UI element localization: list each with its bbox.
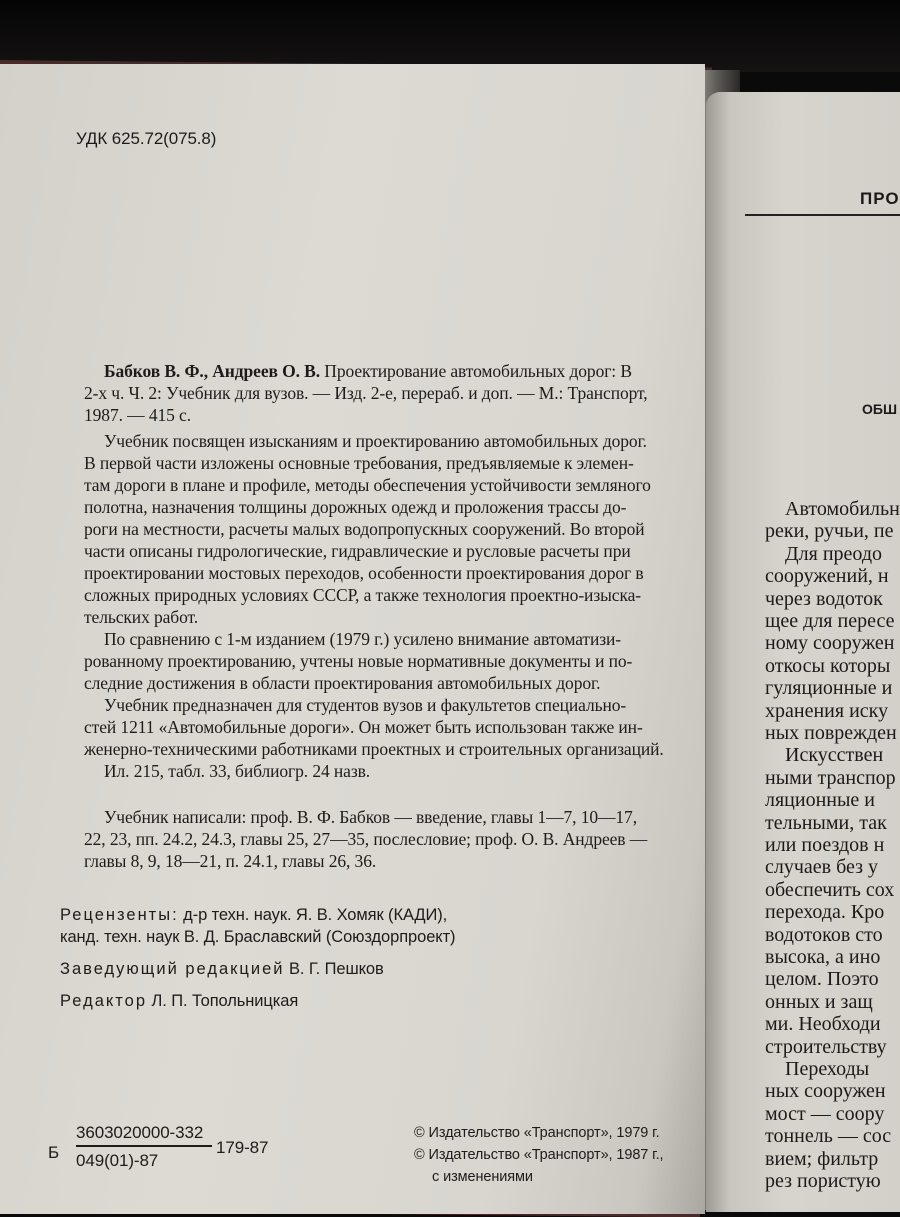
biblio-authors: Бабков В. Ф., Андреев О. В. xyxy=(104,361,321,381)
reviewers-line-2: канд. техн. наук В. Д. Браславский (Союздорпроект) xyxy=(60,928,456,946)
index-letter: Б xyxy=(48,1143,60,1162)
editor-label: Редактор xyxy=(60,992,148,1010)
index-fraction-line xyxy=(76,1145,212,1147)
right-page-subheader: ОБШ xyxy=(862,401,898,417)
biblio-line-2: 2-х ч. Ч. 2: Учебник для вузов. — Изд. 2-е, перераб. и доп. — М.: Транспорт, xyxy=(84,383,648,403)
right-page-line: через водоток xyxy=(765,588,883,610)
right-page-line: целом. Поэто xyxy=(765,968,879,990)
annotation-line: Ил. 215, табл. 33, библиогр. 24 назв. xyxy=(104,761,371,781)
authors-line: главы 8, 9, 18—21, п. 24.1, главы 26, 36. xyxy=(84,851,377,871)
annotation-line: следние достижения в области проектирования автомобильных дорог. xyxy=(84,673,601,693)
right-page-line: Автомобильн xyxy=(785,498,900,520)
reviewers-line-1 xyxy=(60,904,447,926)
annotation-line: стей 1211 «Автомобильные дороги». Он может быть использован также ин- xyxy=(84,717,643,737)
right-page-line: мост — соору xyxy=(765,1103,885,1125)
annotation-line: полотна, назначения толщины дорожных одежд и проложения трассы до- xyxy=(84,497,627,517)
right-page-line: или поездов н xyxy=(765,834,885,856)
reviewers-label: Рецензенты: xyxy=(60,906,179,924)
right-page-line: щее для пересе xyxy=(765,610,895,632)
right-page-line: реки, ручьи, пе xyxy=(765,520,894,542)
annotation-line: проектировании мостовых переходов, особенности проектирования дорог в xyxy=(84,563,644,583)
editor-head-line xyxy=(60,958,384,980)
right-page-line: ными транспор xyxy=(765,767,896,789)
annotation-line: Учебник предназначен для студентов вузов и факультетов специально- xyxy=(104,695,627,715)
annotation-line: женерно-техническими работниками проектных и строительных организаций. xyxy=(84,739,664,759)
right-page-line: Искусствен xyxy=(785,744,884,766)
right-page-line: Для преодо xyxy=(785,543,883,565)
authors-line: Учебник написали: проф. В. Ф. Бабков — введение, главы 1—7, 10—17, xyxy=(104,807,637,827)
annotation-line: В первой части изложены основные требования, предъявляемые к элемен- xyxy=(84,453,634,473)
annotation-line: там дороги в плане и профиле, методы обеспечения устойчивости земляного xyxy=(84,475,651,495)
right-page-line: хранения иску xyxy=(765,700,889,722)
authors-line: 22, 23, пп. 24.2, 24.3, главы 25, 27—35, послесловие; проф. О. В. Андреев — xyxy=(84,829,648,849)
biblio-title: Проектирование автомобильных дорог: В xyxy=(320,361,632,381)
udk-code: УДК 625.72(075.8) xyxy=(76,129,217,148)
index-top: 3603020000-332 xyxy=(76,1123,204,1142)
right-page-line: ных сооружен xyxy=(765,1080,886,1102)
editor-name: Л. П. Топольницкая xyxy=(147,992,299,1010)
annotation-line: роги на местности, расчеты малых водопропускных сооружений. Во второй xyxy=(84,519,645,539)
right-page-line: онных и защ xyxy=(765,991,873,1013)
right-page-line: случаев без у xyxy=(765,856,879,878)
right-page-line: гуляционные и xyxy=(765,677,893,699)
right-page-line: обеспечить сох xyxy=(765,879,895,901)
annotation-line: тельских работ. xyxy=(84,607,199,627)
annotation-line: рованному проектированию, учтены новые нормативные документы и по- xyxy=(84,651,633,671)
right-page-line: Переходы xyxy=(785,1058,870,1080)
right-page-line: ных поврежден xyxy=(765,722,897,744)
right-page-line: строительству xyxy=(765,1036,887,1058)
index-right: 179-87 xyxy=(216,1138,269,1157)
right-page-line: высока, а ино xyxy=(765,946,881,968)
reviewers-first: д-р техн. наук. Я. В. Хомяк (КАДИ), xyxy=(178,906,448,924)
right-page-line: вием; фильтр xyxy=(765,1148,879,1170)
right-page-header-rule xyxy=(745,214,900,216)
biblio-line-3: 1987. — 415 с. xyxy=(84,405,191,425)
copyright-line: © Издательство «Транспорт», 1987 г., xyxy=(414,1147,664,1163)
annotation-line: сложных природных условиях СССР, а также технология проектно-изыска- xyxy=(84,585,641,605)
right-page-header: ПРО xyxy=(860,189,900,208)
right-page-line: тельными, так xyxy=(765,812,887,834)
right-page-line: водотоков сто xyxy=(765,924,883,946)
copyright-line: © Издательство «Транспорт», 1979 г. xyxy=(414,1125,660,1141)
right-page-line: рез пористую xyxy=(765,1170,881,1192)
biblio-line-1 xyxy=(104,360,632,382)
right-page-line: ному сооружен xyxy=(765,632,895,654)
annotation-line: части описаны гидрологические, гидравлические и русловые расчеты при xyxy=(84,541,631,561)
right-page-line: откосы которы xyxy=(765,655,891,677)
right-page-line: ми. Необходи xyxy=(765,1013,881,1035)
right-page-line: ляционные и xyxy=(765,789,876,811)
right-page-line: перехода. Кро xyxy=(765,901,885,923)
right-page-line: сооружений, н xyxy=(765,565,889,587)
annotation-line: По сравнению с 1-м изданием (1979 г.) усилено внимание автоматизи- xyxy=(104,629,622,649)
index-bottom: 049(01)-87 xyxy=(76,1151,159,1170)
copyright-line: с изменениями xyxy=(432,1169,533,1185)
editor-head-label: Заведующий редакцией xyxy=(60,960,285,978)
right-page-line: тоннель — сос xyxy=(765,1125,892,1147)
annotation-line: Учебник посвящен изысканиям и проектированию автомобильных дорог. xyxy=(104,431,647,451)
editor-line xyxy=(60,990,298,1012)
editor-head-name: В. Г. Пешков xyxy=(284,960,384,978)
